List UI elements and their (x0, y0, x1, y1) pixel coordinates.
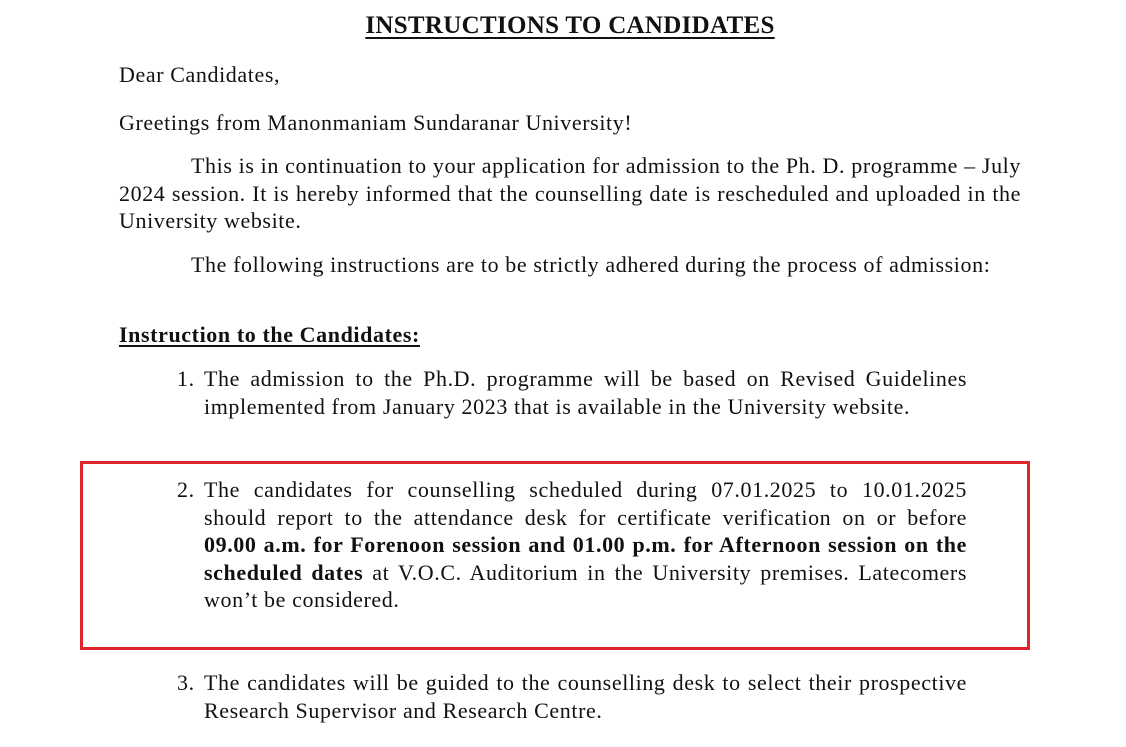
paragraph-instructions-intro-text: The following instructions are to be strictly adhered during the process of admission: (191, 252, 991, 277)
list-item-number: 2. (177, 477, 195, 502)
document-title: INSTRUCTIONS TO CANDIDATES (365, 12, 775, 39)
list-item (177, 669, 967, 724)
list-item-text: The candidates will be guided to the counselling desk to select their prospective Research Supervisor and Research Centre. (204, 670, 967, 723)
paragraph-instructions-intro (119, 251, 1021, 279)
list-item-text-end: at V.O.C. Auditorium in the University premises. Latecomers won’t be considered. (204, 559, 967, 612)
list-item-number: 1. (177, 366, 195, 391)
list-item-number: 3. (177, 670, 195, 695)
list-item-text (204, 476, 967, 614)
list-item (177, 365, 967, 420)
paragraph-continuation (119, 152, 1021, 235)
paragraph-continuation-text: This is in continuation to your application for admission to the Ph. D. programme – July 2024 session. It is hereby informed that the counselling date is rescheduled and uploaded in the University website. (119, 153, 1021, 233)
greeting: Greetings from Manonmaniam Sundaranar University! (119, 110, 633, 135)
list-item-text-start: The candidates for counselling scheduled during 07.01.2025 to 10.01.2025 should report to the attendance desk for certificate verification on or before (204, 477, 967, 530)
salutation: Dear Candidates, (119, 62, 281, 87)
list-item (177, 476, 967, 614)
list-item-text: The admission to the Ph.D. programme will be based on Revised Guidelines implemented from January 2023 that is available in the University website. (204, 366, 967, 419)
list-item-text-bold: 09.00 a.m. for Forenoon session and 01.00 p.m. for Afternoon session on the scheduled dates (204, 532, 967, 585)
section-heading: Instruction to the Candidates: (119, 322, 420, 347)
